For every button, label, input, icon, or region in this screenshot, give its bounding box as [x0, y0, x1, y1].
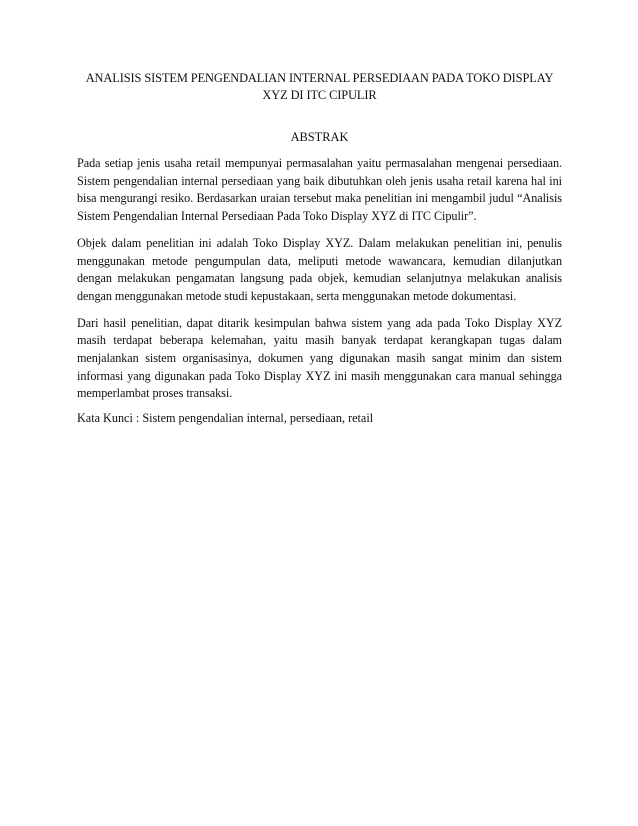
abstract-paragraph-1: Pada setiap jenis usaha retail mempunyai permasalahan yaitu permasalahan mengenai persediaan. Sistem pengendalian internal persediaan yang baik dibutuhkan oleh jenis usaha retail karena hal ini bisa mengurangi resiko. Berdasarkan uraian tersebut maka penelitian ini mengambil judul “Analisis Sistem Pengendalian Internal Persediaan Pada Toko Display XYZ di ITC Cipulir”. — [77, 156, 562, 224]
document-content — [77, 70, 562, 427]
abstract-paragraph-3: Dari hasil penelitian, dapat ditarik kesimpulan bahwa sistem yang ada pada Toko Display XYZ masih terdapat beberapa kelemahan, yaitu masih banyak terdapat kerangkapan tugas dalam menjalankan sistem organisasinya, dokumen yang digunakan masih sangat minim dan sistem informasi yang digunakan pada Toko Display XYZ ini masih menggunakan cara manual sehingga memperlambat proses transaksi. — [77, 315, 562, 401]
document-title: ANALISIS SISTEM PENGENDALIAN INTERNAL PERSEDIAAN PADA TOKO DISPLAY XYZ DI ITC CIPULIR — [85, 71, 554, 102]
abstract-paragraph-2: Objek dalam penelitian ini adalah Toko Display XYZ. Dalam melakukan penelitian ini, penulis menggunakan metode pengumpulan data, meliputi metode wawancara, kemudian dilanjutkan dengan melakukan pengamatan langsung pada objek, kemudian selanjutnya melakukan analisis dengan menggunakan metode studi kepustakaan, serta menggunakan metode dokumentasi. — [77, 235, 562, 303]
keywords-line: Kata Kunci : Sistem pengendalian internal, persediaan, retail — [77, 411, 374, 426]
section-heading-abstract: ABSTRAK — [290, 130, 349, 144]
